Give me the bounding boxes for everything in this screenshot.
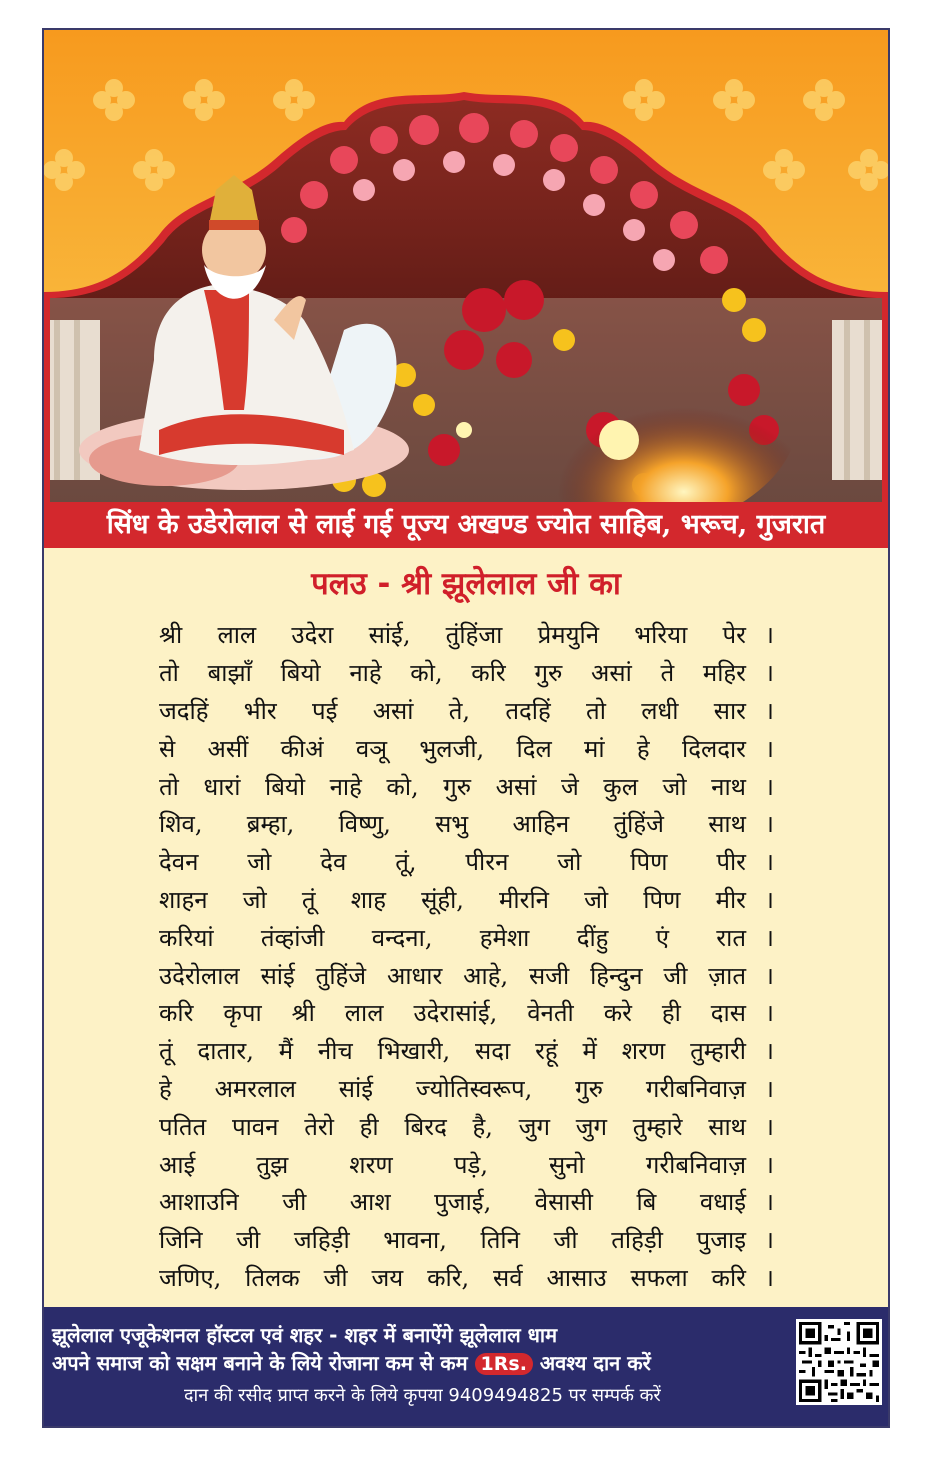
qr-code-graphic (799, 1322, 879, 1402)
danda: । (764, 1188, 774, 1217)
verse-text: पतित पावन तेरो ही बिरद है, जुग जुग तुम्हारे साथ (159, 1112, 746, 1141)
verse-text: शिव, ब्रम्हा, विष्णु, सभु आहिन तुंहिंजे साथ (159, 810, 746, 839)
verse-line (159, 767, 774, 805)
verse-line (159, 843, 774, 881)
verse-line (159, 1221, 774, 1259)
footer-contact: दान की रसीद प्राप्त करने के लिये कृपया 9409494825 पर सम्पर्क करें (184, 1385, 661, 1406)
verse-text: उदेरोलाल सांई तुहिंजे आधार आहे, सजी हिन्दुन जी ज़ात (159, 961, 746, 990)
verse-text: जणिए, तिलक जी जय करि, सर्व आसाउ सफला करि (159, 1263, 746, 1292)
banner: सिंध के उडेरोलाल से लाई गई पूज्य अखण्ड ज्योत साहिब, भरूच, गुजरात (44, 502, 888, 548)
danda: । (764, 621, 774, 650)
verse-line (159, 994, 774, 1032)
verse-line (159, 881, 774, 919)
danda: । (764, 1112, 774, 1141)
verse-line (159, 1107, 774, 1145)
verse-text: से असीं कीअं वञू भुलजी, दिल मां हे दिलदार (159, 734, 746, 763)
page-title: पलउ - श्री झूलेलाल जी का (311, 566, 621, 602)
verse-line (159, 729, 774, 767)
footer-headline: झूलेलाल एजूकेशनल हॉस्टल एवं शहर - शहर में बनाऐंगे झूलेलाल धाम (52, 1323, 558, 1347)
verse-text: जदहिं भीर पई असां ते, तदहिं तो लधी सार (159, 696, 746, 725)
pillar-right (832, 320, 882, 480)
danda: । (764, 734, 774, 763)
verse-text: शाहन जो तूं शाह सूंही, मीरनि जो पिण मीर (159, 885, 746, 914)
verse-line (159, 654, 774, 692)
amount-badge: 1Rs. (475, 1353, 533, 1375)
danda: । (764, 1263, 774, 1292)
hero-image (44, 30, 888, 502)
verse-text: हे अमरलाल सांई ज्योतिस्वरूप, गुरु गरीबनिवाज़ (159, 1074, 746, 1103)
danda: । (764, 1226, 774, 1255)
donation-footer (44, 1307, 888, 1428)
verse-text: करियां तंव्हांजी वन्दना, हमेशा दींहु एं रात (159, 923, 746, 952)
danda: । (764, 696, 774, 725)
danda: । (764, 999, 774, 1028)
verse-line (159, 1183, 774, 1221)
shrine-arch (44, 30, 888, 502)
danda: । (764, 810, 774, 839)
verse-text: तो धारां बियो नाहे को, गुरु असां जे कुल जो नाथ (159, 772, 746, 801)
danda: । (764, 961, 774, 990)
qr-code-icon[interactable] (796, 1319, 882, 1405)
danda: । (764, 772, 774, 801)
verse-list (159, 616, 774, 1296)
verse-line (159, 692, 774, 730)
verse-line (159, 1032, 774, 1070)
verse-text: देवन जो देव तूं, पीरन जो पिण पीर (159, 848, 746, 877)
verse-text: श्री लाल उदेरा सांई, तुंहिंजा प्रेमयुनि भरिया पेर (159, 621, 746, 650)
verse-text: जिनि जी जहिड़ी भावना, तिनि जी तहिड़ी पुजाइ (159, 1226, 746, 1255)
verse-line (159, 918, 774, 956)
danda: । (764, 1150, 774, 1179)
verse-text: करि कृपा श्री लाल उदेरासांई, वेनती करे ही दास (159, 999, 746, 1028)
verse-line (159, 1145, 774, 1183)
verse-line (159, 956, 774, 994)
verse-text: तो बाझाँ बियो नाहे को, करि गुरु असां ते महिर (159, 659, 746, 688)
verse-line (159, 1070, 774, 1108)
danda: । (764, 923, 774, 952)
verse-line (159, 1259, 774, 1297)
footer-appeal-text: अपने समाज को सक्षम बनाने के लिये रोजाना कम से कम (52, 1351, 468, 1375)
verse-line (159, 616, 774, 654)
danda: । (764, 659, 774, 688)
danda: । (764, 1037, 774, 1066)
verse-line (159, 805, 774, 843)
verse-text: आई तुझ शरण पड़े, सुनो गरीबनिवाज़ (159, 1150, 746, 1179)
danda: । (764, 848, 774, 877)
verse-text: आशाउनि जी आश पुजाई, वेसासी बि वधाई (159, 1188, 746, 1217)
verse-text: तूं दातार, मैं नीच भिखारी, सदा रहूं में शरण तुम्हारी (159, 1037, 746, 1066)
footer-appeal-end: अवश्य दान करें (539, 1351, 651, 1375)
danda: । (764, 1074, 774, 1103)
danda: । (764, 885, 774, 914)
footer-appeal (52, 1349, 792, 1376)
poster (42, 28, 890, 1428)
